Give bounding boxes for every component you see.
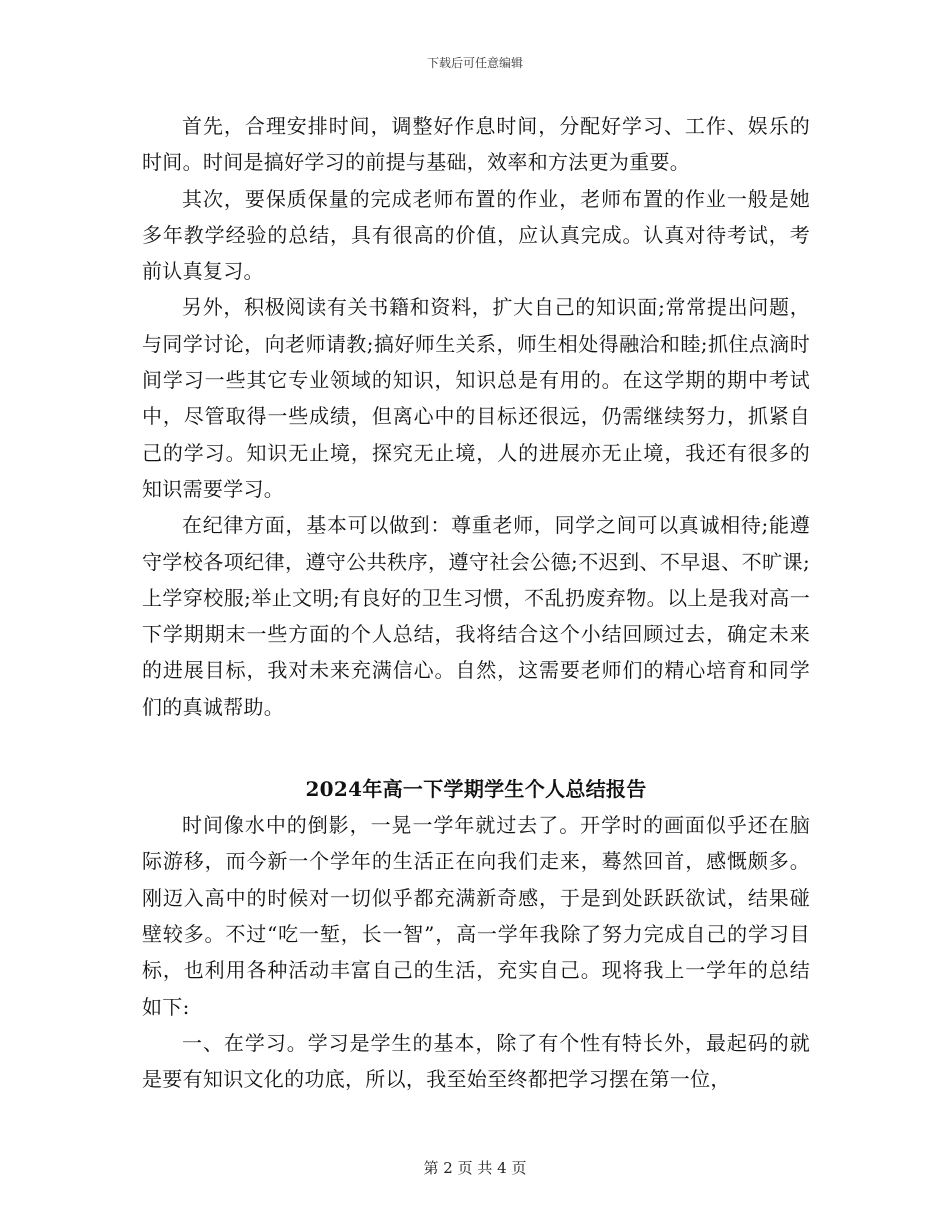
paragraph: 一、在学习。学习是学生的基本，除了有个性有特长外，最起码的就是要有知识文化的功底，所以，我至始至终都把学习摆在第一位， <box>142 1030 810 1092</box>
document-body <box>142 108 810 1097</box>
paragraph: 其次，要保质保量的完成老师布置的作业，老师布置的作业一般是她多年教学经验的总结，具有很高的价值，应认真完成。认真对待考试，考前认真复习。 <box>142 186 810 284</box>
paragraph: 时间像水中的倒影，一晃一学年就过去了。开学时的画面似乎还在脑际游移，而今新一个学年的生活正在向我们走来，蓦然回首，感慨颇多。刚迈入高中的时候对一切似乎都充满新奇感，于是到处跃跃欲试，结果碰壁较多。不过“吃一堑，长一智”，高一学年我除了努力完成自己的学习目标，也利用各种活动丰富自己的生活，充实自己。现将我上一学年的总结如下: <box>142 813 810 1019</box>
paragraph: 在纪律方面，基本可以做到：尊重老师，同学之间可以真诚相待;能遵守学校各项纪律，遵守公共秩序，遵守社会公德;不迟到、不早退、不旷课;上学穿校服;举止文明;有良好的卫生习惯，不乱扔废弃物。以上是我对高一下学期期末一些方面的个人总结，我将结合这个小结回顾过去，确定未来的进展目标，我对未来充满信心。自然，这需要老师们的精心培育和同学们的真诚帮助。 <box>142 513 810 719</box>
paragraph: 另外，积极阅读有关书籍和资料，扩大自己的知识面;常常提出问题，与同学讨论，向老师请教;搞好师生关系，师生相处得融洽和睦;抓住点滴时间学习一些其它专业领域的知识，知识总是有用的。在这学期的期中考试中，尽管取得一些成绩，但离心中的目标还很远，仍需继续努力，抓紧自己的学习。知识无止境，探究无止境，人的进展亦无止境，我还有很多的知识需要学习。 <box>142 295 810 501</box>
paragraph: 首先，合理安排时间，调整好作息时间，分配好学习、工作、娱乐的时间。时间是搞好学习的前提与基础，效率和方法更为重要。 <box>142 114 810 175</box>
page-footer: 第 2 页 共 4 页 <box>423 1159 527 1177</box>
page-header: 下载后可任意编辑 <box>426 56 523 70</box>
section-title: 2024年高一下学期学生个人总结报告 <box>305 777 647 802</box>
